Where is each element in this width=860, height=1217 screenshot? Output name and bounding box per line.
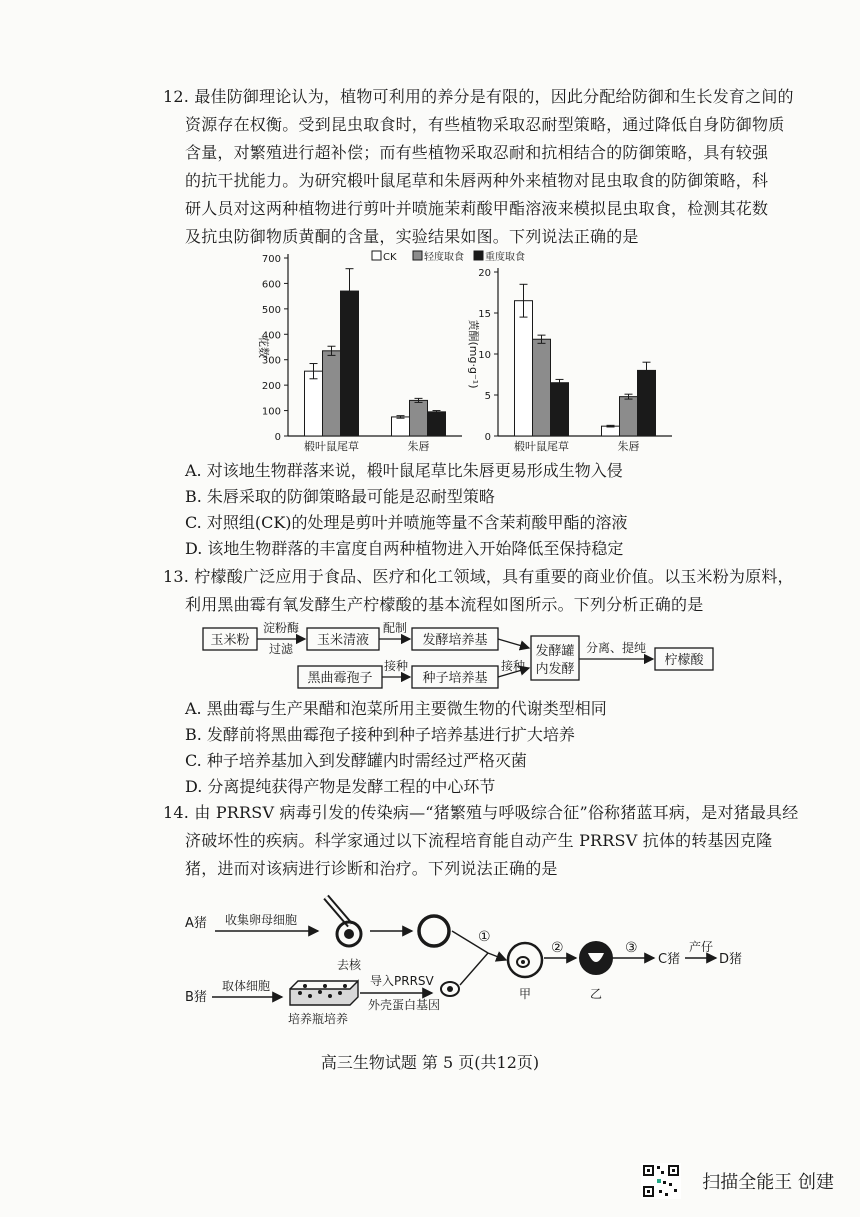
- q13-option-c: C. 种子培养基加入到发酵罐内时需经过严格灭菌: [185, 751, 527, 770]
- import-gene-label-1: 导入PRRSV: [370, 974, 434, 988]
- flavonoid-y-tick-label: 15: [478, 309, 491, 320]
- step-1-label: ①: [478, 929, 491, 945]
- pig-c-label: C猪: [658, 952, 681, 967]
- flow-inoculate-1: 接种: [383, 659, 409, 673]
- flower-category-label: 椴叶鼠尾草: [304, 440, 359, 453]
- legend-label: 重度取食: [485, 252, 525, 263]
- legend-swatch: [372, 251, 381, 260]
- q12-line-4: 的抗干扰能力。为研究椴叶鼠尾草和朱唇两种外来植物对昆虫取食的防御策略，科: [185, 171, 769, 190]
- q13-line-1: 13. 柠檬酸广泛应用于食品、医疗和化工领域，具有重要的商业价值。以玉米粉为原料，: [163, 567, 794, 586]
- flower-y-tick-label: 200: [261, 381, 281, 393]
- flavonoid-bar: [551, 383, 569, 436]
- flow-spores: 黑曲霉孢子: [307, 671, 373, 686]
- flower-bar: [323, 351, 341, 436]
- reconstructed-cell-icon: [508, 943, 542, 977]
- flower-y-tick-label: 700: [261, 254, 281, 265]
- flow-ferment-medium: 发酵培养基: [422, 633, 488, 648]
- pig-b-label: B猪: [185, 990, 207, 1005]
- flow-corn-liquid: 玉米清液: [316, 633, 370, 648]
- flavonoid-y-tick-label: 5: [484, 391, 491, 402]
- brand-watermark: 扫描全能王 创建: [702, 1172, 834, 1193]
- q14-line-2: 济破坏性的疾病。科学家通过以下流程培育能自动产生 PRRSV 抗体的转基因克隆: [185, 831, 773, 850]
- flower-count-chart: [257, 254, 462, 453]
- flow-amylase: 淀粉酶: [262, 621, 300, 635]
- flower-y-tick-label: 0: [274, 432, 281, 443]
- jia-label: 甲: [519, 987, 532, 1001]
- page-footer: 高三生物试题 第 5 页(共12页): [320, 1053, 540, 1072]
- flower-y-tick-label: 300: [261, 355, 281, 367]
- q13-option-b: B. 发酵前将黑曲霉孢子接种到种子培养基进行扩大培养: [185, 725, 575, 744]
- flower-y-tick-label: 600: [261, 279, 281, 291]
- enucleated-oocyte-icon: [419, 916, 449, 946]
- collect-oocyte-label: 收集卵母细胞: [225, 913, 298, 927]
- flower-bar: [428, 412, 446, 436]
- flavonoid-y-tick-label: 0: [484, 432, 491, 443]
- enucleate-label: 去核: [337, 958, 362, 972]
- legend-swatch: [413, 251, 422, 260]
- flavonoid-bar: [638, 370, 656, 436]
- flow-inoculate-2: 接种: [500, 659, 526, 673]
- q12-line-5: 研人员对这两种植物进行剪叶并喷施茉莉酸甲酯溶液来模拟昆虫取食，检测其花数: [185, 199, 769, 218]
- flow-citric: 柠檬酸: [664, 653, 704, 668]
- flavonoid-category-label: 椴叶鼠尾草: [514, 440, 569, 453]
- q12-line-2: 资源存在权衡。受到昆虫取食时，有些植物采取忍耐型策略，通过降低自身防御物质: [185, 115, 785, 134]
- q12-option-b: B. 朱唇采取的防御策略最可能是忍耐型策略: [185, 487, 495, 506]
- q14-line-1: 14. 由 PRRSV 病毒引发的传染病—“猪繁殖与呼吸综合征”俗称猪蓝耳病，是对猪最具经: [163, 803, 799, 822]
- flower-y-tick-label: 400: [261, 330, 281, 342]
- legend-label: CK: [383, 252, 397, 263]
- flower-bar: [392, 417, 410, 436]
- q13-line-2: 利用黑曲霉有氧发酵生产柠檬酸的基本流程如图所示。下列分析正确的是: [185, 595, 704, 614]
- flower-y-axis-label: 花数: [257, 336, 270, 358]
- flavonoid-bar: [533, 339, 551, 436]
- flow-corn-flour: 玉米粉: [210, 633, 250, 648]
- flavonoid-y-axis-label: 黄酮(mg·g⁻¹): [467, 319, 480, 389]
- flavonoid-bar: [620, 397, 638, 436]
- flavonoid-category-label: 朱唇: [617, 440, 640, 453]
- flower-category-label: 朱唇: [407, 440, 430, 453]
- flower-bar: [305, 371, 323, 436]
- q14-cloning-diagram: [0, 885, 860, 1030]
- q12-line-1: 12. 最佳防御理论认为，植物可利用的养分是有限的，因此分配给防御和生长发育之间的: [163, 87, 794, 106]
- flavonoid-y-tick-label: 20: [478, 268, 491, 279]
- q12-line-3: 含量，对繁殖进行超补偿；而有些植物采取忍耐和抗相结合的防御策略，具有较强: [185, 143, 769, 162]
- q12-charts: [0, 248, 860, 458]
- step-2-label: ②: [551, 940, 564, 956]
- birth-label: 产仔: [689, 940, 714, 954]
- flow-seed-medium: 种子培养基: [422, 671, 488, 686]
- flow-tank-1: 发酵罐: [535, 644, 575, 659]
- legend-label: 轻度取食: [424, 252, 464, 263]
- chart-legend: [372, 250, 525, 263]
- legend-swatch: [474, 251, 483, 260]
- pig-d-label: D猪: [719, 952, 743, 967]
- flower-bar: [410, 400, 428, 436]
- flavonoid-y-tick-label: 10: [478, 350, 491, 361]
- step-3-label: ③: [625, 940, 638, 956]
- q13-option-d: D. 分离提纯获得产物是发酵工程的中心环节: [185, 777, 496, 796]
- flow-tank-2: 内发酵: [535, 662, 575, 677]
- qr-code-icon: [641, 1163, 681, 1199]
- embryo-icon: [579, 941, 613, 975]
- take-cells-label: 取体细胞: [222, 979, 271, 993]
- flow-filter: 过滤: [268, 642, 294, 656]
- flower-y-tick-label: 100: [261, 406, 281, 418]
- q12-option-d: D. 该地生物群落的丰富度自两种植物进入开始降低至保持稳定: [185, 539, 624, 558]
- flavonoid-chart: [467, 268, 672, 453]
- flow-separate: 分离、提纯: [585, 641, 647, 655]
- pig-a-label: A猪: [185, 916, 207, 931]
- culture-label: 培养瓶培养: [288, 1012, 349, 1026]
- q12-line-6: 及抗虫防御物质黄酮的含量，实验结果如图。下列说法正确的是: [185, 227, 639, 246]
- import-gene-label-2: 外壳蛋白基因: [368, 998, 441, 1012]
- flavonoid-bar: [515, 301, 533, 436]
- yi-label: 乙: [590, 987, 603, 1001]
- q13-flow-diagram: [0, 618, 860, 698]
- q12-option-c: C. 对照组(CK)的处理是剪叶并喷施等量不含茉莉酸甲酯的溶液: [185, 513, 628, 532]
- flow-prepare: 配制: [382, 621, 408, 635]
- flavonoid-bar: [602, 426, 620, 436]
- q13-option-a: A. 黑曲霉与生产果醋和泡菜所用主要微生物的代谢类型相同: [185, 699, 607, 718]
- q14-line-3: 猪，进而对该病进行诊断和治疗。下列说法正确的是: [185, 859, 558, 878]
- culture-flask-icon: [290, 981, 358, 1005]
- q12-option-a: A. 对该地生物群落来说，椴叶鼠尾草比朱唇更易形成生物入侵: [185, 461, 623, 480]
- flower-y-tick-label: 500: [261, 304, 281, 316]
